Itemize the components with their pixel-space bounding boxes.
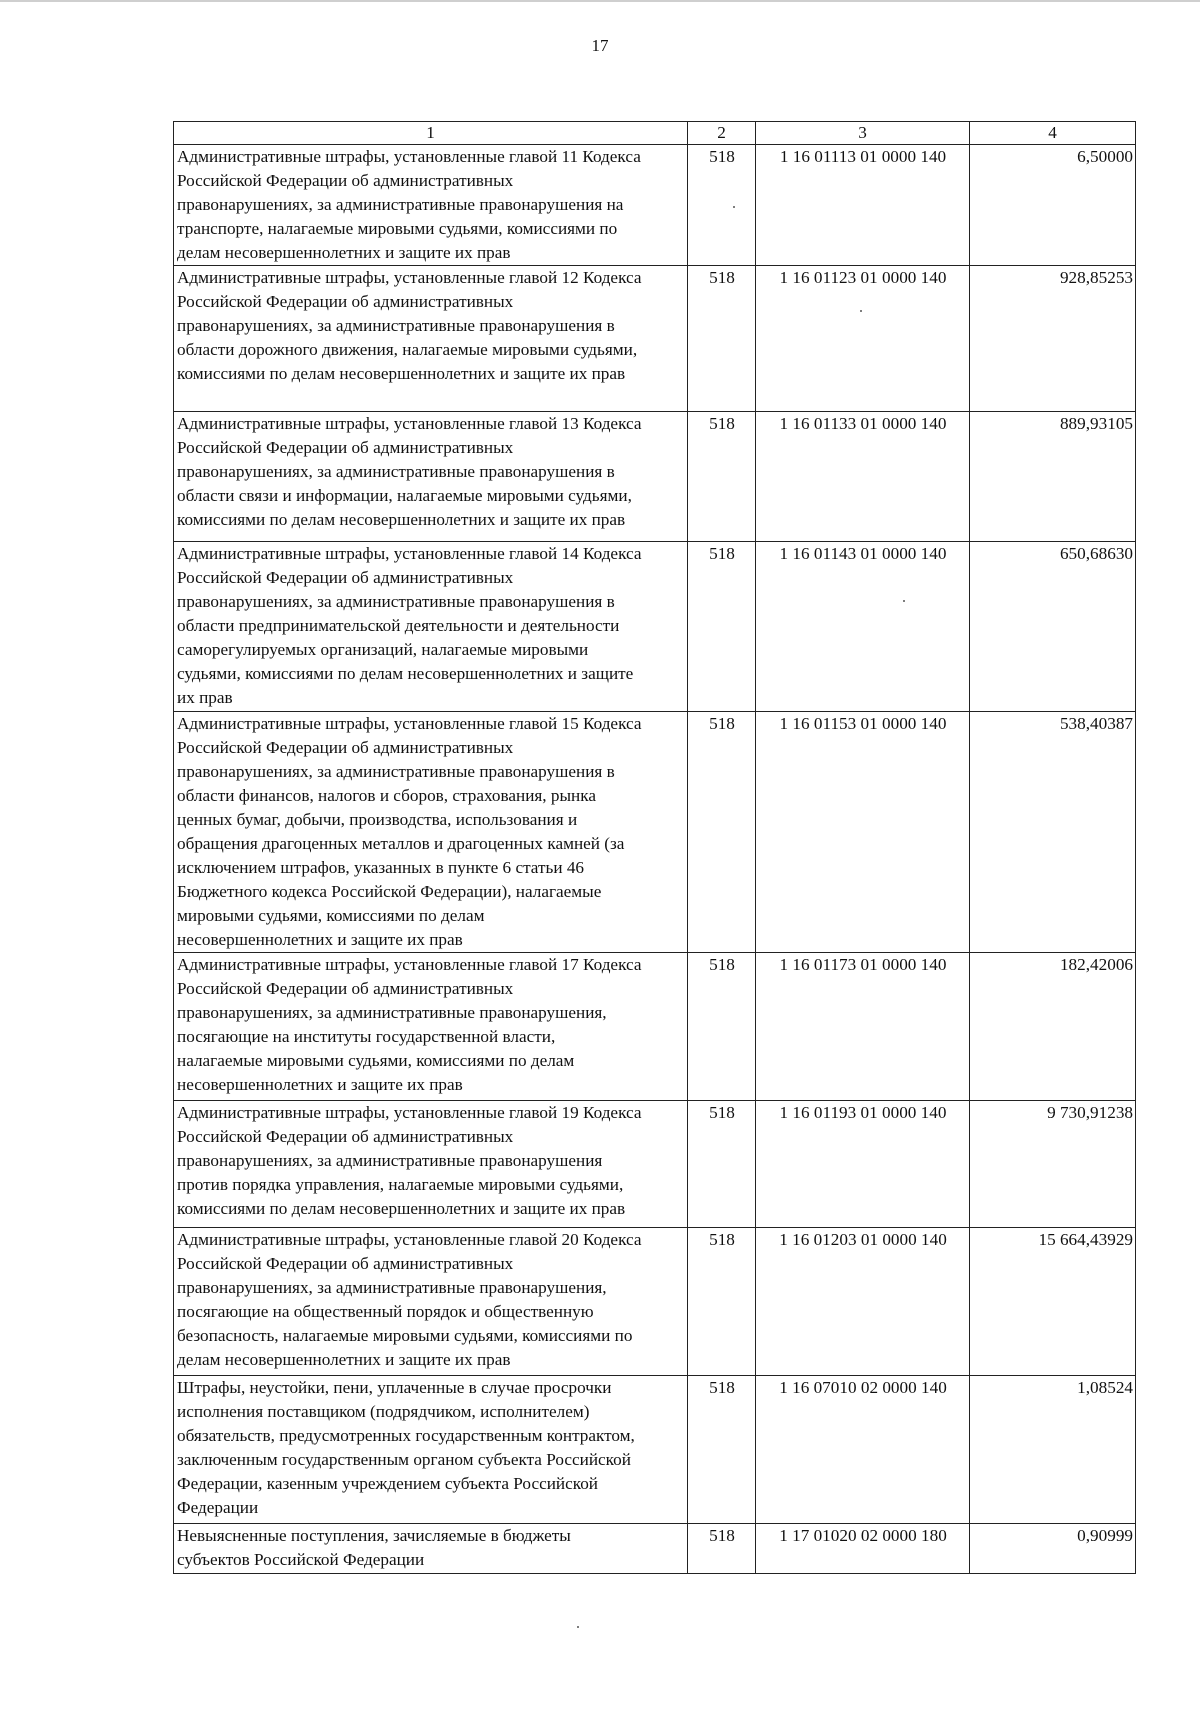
table-row xyxy=(174,1524,1136,1574)
row-description xyxy=(174,266,688,412)
column-header-3: 3 xyxy=(756,122,970,145)
row-budget-code: 1 16 01123 01 0000 140 xyxy=(756,266,970,412)
scan-speck xyxy=(577,1626,579,1628)
row-description-text: Административные штрафы, установленные главой 15 Кодекса Российской Федерации об административных правонарушениях, за административные правонарушения в области финансов, налогов и сборов, страхования, рынка ценных бумаг, добычи, производства, использования и обращения драгоценных металлов и драгоценных камней (за исключением штрафов, указанных в пункте 6 статьи 46 Бюджетного кодекса Российской Федерации), налагаемые мировыми судьями, комиссиями по делам несовершеннолетних и защите их прав xyxy=(177,714,642,949)
row-admin-code: 518 xyxy=(688,1228,756,1376)
row-description xyxy=(174,1376,688,1524)
table-row xyxy=(174,266,1136,412)
row-budget-code: 1 16 01203 01 0000 140 xyxy=(756,1228,970,1376)
row-amount: 928,85253 xyxy=(970,266,1136,412)
row-description-text: Административные штрафы, установленные главой 20 Кодекса Российской Федерации об административных правонарушениях, за административные правонарушения, посягающие на общественный порядок и общественную безопасность, налагаемые мировыми судьями, комиссиями по делам несовершеннолетних и защите их прав xyxy=(177,1230,642,1369)
revenue-table xyxy=(173,121,1136,1574)
table-row xyxy=(174,1376,1136,1524)
row-budget-code: 1 16 01113 01 0000 140 xyxy=(756,145,970,266)
row-budget-code: 1 16 01193 01 0000 140 xyxy=(756,1101,970,1228)
row-description-text: Административные штрафы, установленные главой 11 Кодекса Российской Федерации об административных правонарушениях, за административные правонарушения на транспорте, налагаемые мировыми судьями, комиссиями по делам несовершеннолетних и защите их прав xyxy=(177,147,641,262)
row-amount: 15 664,43929 xyxy=(970,1228,1136,1376)
row-admin-code: 518 xyxy=(688,712,756,953)
row-admin-code: 518 xyxy=(688,1376,756,1524)
scan-speck xyxy=(733,206,735,208)
row-description-text: Административные штрафы, установленные главой 17 Кодекса Российской Федерации об административных правонарушениях, за административные правонарушения, посягающие на институты государственной власти, налагаемые мировыми судьями, комиссиями по делам несовершеннолетних и защите их прав xyxy=(177,955,642,1094)
top-edge-rule xyxy=(0,0,1200,2)
column-header-1: 1 xyxy=(174,122,688,145)
row-budget-code: 1 16 01153 01 0000 140 xyxy=(756,712,970,953)
row-amount: 889,93105 xyxy=(970,412,1136,542)
scan-speck xyxy=(903,600,905,602)
table-row xyxy=(174,1228,1136,1376)
column-header-4: 4 xyxy=(970,122,1136,145)
row-description xyxy=(174,1101,688,1228)
table-row xyxy=(174,412,1136,542)
row-budget-code: 1 16 01133 01 0000 140 xyxy=(756,412,970,542)
row-amount: 538,40387 xyxy=(970,712,1136,953)
table-row xyxy=(174,542,1136,712)
row-amount: 6,50000 xyxy=(970,145,1136,266)
table-row xyxy=(174,1101,1136,1228)
table-row xyxy=(174,145,1136,266)
row-description-text: Административные штрафы, установленные главой 13 Кодекса Российской Федерации об административных правонарушениях, за административные правонарушения в области связи и информации, налагаемые мировыми судьями, комиссиями по делам несовершеннолетних и защите их прав xyxy=(177,414,642,529)
table-header-row xyxy=(174,122,1136,145)
row-admin-code: 518 xyxy=(688,1524,756,1574)
table-row xyxy=(174,712,1136,953)
row-budget-code: 1 17 01020 02 0000 180 xyxy=(756,1524,970,1574)
row-description xyxy=(174,412,688,542)
row-description xyxy=(174,953,688,1101)
row-description xyxy=(174,542,688,712)
column-header-2: 2 xyxy=(688,122,756,145)
row-admin-code: 518 xyxy=(688,412,756,542)
row-admin-code: 518 xyxy=(688,953,756,1101)
row-budget-code: 1 16 07010 02 0000 140 xyxy=(756,1376,970,1524)
row-admin-code: 518 xyxy=(688,542,756,712)
row-admin-code: 518 xyxy=(688,145,756,266)
row-amount: 650,68630 xyxy=(970,542,1136,712)
row-description-text: Административные штрафы, установленные главой 14 Кодекса Российской Федерации об административных правонарушениях, за административные правонарушения в области предпринимательской деятельности и деятельности саморегулируемых организаций, налагаемые мировыми судьями, комиссиями по делам несовершеннолетних и защите их прав xyxy=(177,544,642,707)
row-amount: 182,42006 xyxy=(970,953,1136,1101)
row-description-text: Штрафы, неустойки, пени, уплаченные в случае просрочки исполнения поставщиком (подрядчиком, исполнителем) обязательств, предусмотренных государственным контрактом, заключенным государственным органом субъекта Российской Федерации, казенным учреждением субъекта Российской Федерации xyxy=(177,1378,635,1517)
row-description xyxy=(174,1228,688,1376)
row-description-text: Административные штрафы, установленные главой 12 Кодекса Российской Федерации об административных правонарушениях, за административные правонарушения в области дорожного движения, налагаемые мировыми судьями, комиссиями по делам несовершеннолетних и защите их прав xyxy=(177,268,642,383)
row-admin-code: 518 xyxy=(688,266,756,412)
row-budget-code: 1 16 01143 01 0000 140 xyxy=(756,542,970,712)
row-description-text: Административные штрафы, установленные главой 19 Кодекса Российской Федерации об административных правонарушениях, за административные правонарушения против порядка управления, налагаемые мировыми судьями, комиссиями по делам несовершеннолетних и защите их прав xyxy=(177,1103,642,1218)
page-number: 17 xyxy=(591,36,609,55)
table-row xyxy=(174,953,1136,1101)
row-amount: 0,90999 xyxy=(970,1524,1136,1574)
row-amount: 9 730,91238 xyxy=(970,1101,1136,1228)
scan-speck xyxy=(860,310,862,312)
row-description xyxy=(174,145,688,266)
row-description xyxy=(174,712,688,953)
row-admin-code: 518 xyxy=(688,1101,756,1228)
row-description-text: Невыясненные поступления, зачисляемые в бюджеты субъектов Российской Федерации xyxy=(177,1526,571,1569)
row-amount: 1,08524 xyxy=(970,1376,1136,1524)
row-description xyxy=(174,1524,688,1574)
row-budget-code: 1 16 01173 01 0000 140 xyxy=(756,953,970,1101)
